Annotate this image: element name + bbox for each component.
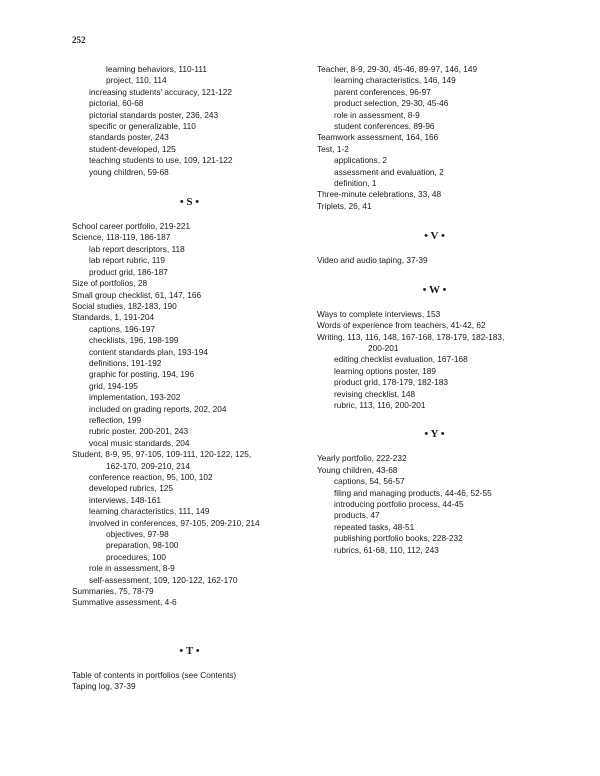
index-subentry: procedures, 100 [106,551,166,562]
section-spacer [317,267,552,284]
section-letter-heading: • T • [179,644,200,657]
section-spacer [317,296,552,309]
index-subentry: product grid, 186-187 [89,266,168,277]
index-subentry: applications, 2 [334,155,388,166]
index-entry: Words of experience from teachers, 41-42, 62 [317,320,486,331]
index-subentry: introducing portfolio process, 44-45 [334,498,464,509]
index-entry: Young children, 43-68 [317,464,398,475]
index-subentry: included on grading reports, 202, 204 [89,403,227,414]
index-subentry: interviews, 148-161 [89,494,161,505]
index-subentry: role in assessment, 8-9 [89,563,175,574]
index-subentry: publishing portfolio books, 228-232 [334,533,463,544]
index-subentry: vocal music standards, 204 [89,437,190,448]
index-entry: Student, 8-9, 95, 97-105, 109-111, 120-122, 125, [72,449,252,460]
index-subentry: learning behaviors, 110-111 [106,64,208,74]
index-subentry: conference reaction, 95, 100, 102 [89,472,213,482]
section-spacer [72,657,307,670]
index-entry: Table of contents in portfolios (see Contents) [72,669,237,680]
section-spacer [72,609,307,645]
index-subentry: filing and managing products, 44-46, 52-55 [334,487,492,498]
index-subentry: role in assessment, 8-9 [334,109,420,120]
index-subentry: self-assessment, 109, 120-122, 162-170 [89,574,238,585]
index-subentry: student conferences, 89-96 [334,121,435,132]
section-letter-heading: • V • [424,230,445,243]
index-subentry: definitions, 191-192 [89,357,162,368]
index-entry: Three-minute celebrations, 33, 48 [317,189,442,200]
index-subentry: learning characteristics, 146, 149 [334,75,456,86]
index-subentry: lab report descriptors, 118 [89,243,185,254]
section-letter-heading: • W • [422,283,447,296]
index-entry: Triplets, 26, 41 [317,200,372,211]
index-subentry: pictorial, 60-68 [89,98,144,109]
index-entry: Summative assessment, 4-6 [72,597,177,608]
index-subentry: specific or generalizable, 110 [89,121,196,132]
index-entry: Video and audio taping, 37-39 [317,255,428,266]
index-subentry: teaching students to use, 109, 121-122 [89,155,233,166]
index-subentry: content standards plan, 193-194 [89,346,209,357]
index-entry: School career portfolio, 219-221 [72,221,191,232]
index-entry: Teamwork assessment, 164, 166 [317,132,439,143]
index-subentry: checklists, 196, 198-199 [89,335,179,346]
index-entry: Teacher, 8-9, 29-30, 45-46, 89-97, 146, 149 [317,64,478,74]
section-letter-heading: • S • [179,196,200,209]
index-subentry: objectives, 97-98 [106,529,169,540]
index-subentry: revising checklist, 148 [334,388,416,399]
index-subentry: pictorial standards poster, 236, 243 [89,109,219,120]
index-entry: Size of portfolios, 28 [72,278,148,289]
section-spacer [317,411,552,428]
section-spacer [72,208,307,221]
index-entry: Standards, 1, 191-204 [72,312,155,323]
index-subentry: 200-201 [368,342,399,353]
index-subentry: lab report rubric, 119 [89,255,165,266]
index-subentry: project, 110, 114 [106,75,167,86]
index-subentry: captions, 196-197 [89,323,155,334]
section-spacer [317,440,552,453]
index-subentry: editing checklist evaluation, 167-168 [334,354,468,365]
index-subentry: definition, 1 [334,178,377,189]
index-subentry: learning options poster, 189 [334,365,436,376]
index-column-left [72,64,307,693]
section-spacer [317,242,552,255]
index-subentry: captions, 54, 56-57 [334,476,405,487]
index-subentry: student-developed, 125 [89,143,176,154]
section-letter-heading: • Y • [424,428,445,441]
page-number: 252 [72,35,86,45]
index-subentry: 162-170, 209-210, 214 [106,460,190,471]
index-subentry: rubric poster, 200-201, 243 [89,426,189,437]
index-subentry: young children, 59-68 [89,166,169,177]
index-subentry: implementation, 193-202 [89,392,181,403]
index-entry: Ways to complete interviews, 153 [317,308,441,319]
index-subentry: grid, 194-195 [89,380,138,391]
index-entry: Science, 118-119, 186-187 [72,232,171,243]
index-subentry: parent conferences, 96-97 [334,86,431,97]
index-subentry: rubric, 113, 116, 200-201 [334,399,426,410]
index-entry: Social studies, 182-183, 190 [72,300,177,311]
index-subentry: product selection, 29-30, 45-46 [334,98,449,109]
index-subentry: increasing students' accuracy, 121-122 [89,86,233,97]
section-spacer [317,212,552,230]
index-subentry: developed rubrics, 125 [89,483,173,494]
index-subentry: reflection, 199 [89,414,142,425]
index-entry: Small group checklist, 61, 147, 166 [72,289,202,300]
index-subentry: product grid, 178-179, 182-183 [334,377,448,388]
index-subentry: graphic for posting, 194, 196 [89,369,195,380]
index-subentry: repeated tasks, 48-51 [334,521,415,532]
index-column-right [317,64,552,556]
index-entry: Writing, 113, 116, 148, 167-168, 178-179, 182-183, [317,331,505,342]
index-subentry: assessment and evaluation, 2 [334,166,444,177]
index-subentry: involved in conferences, 97-105, 209-210, 214 [89,517,260,528]
index-subentry: rubrics, 61-68, 110, 112, 243 [334,544,439,555]
index-entry: Test, 1-2 [317,143,349,154]
index-subentry: learning characteristics, 111, 149 [89,506,210,517]
index-entry: Summaries, 75, 78-79 [72,586,154,597]
index-entry: Yearly portfolio, 222-232 [317,453,407,464]
index-entry: Taping log, 37-39 [72,681,136,692]
section-spacer [72,178,307,196]
index-subentry: preparation, 98-100 [106,540,179,551]
index-subentry: standards poster, 243 [89,132,169,143]
index-subentry: products, 47 [334,510,380,521]
